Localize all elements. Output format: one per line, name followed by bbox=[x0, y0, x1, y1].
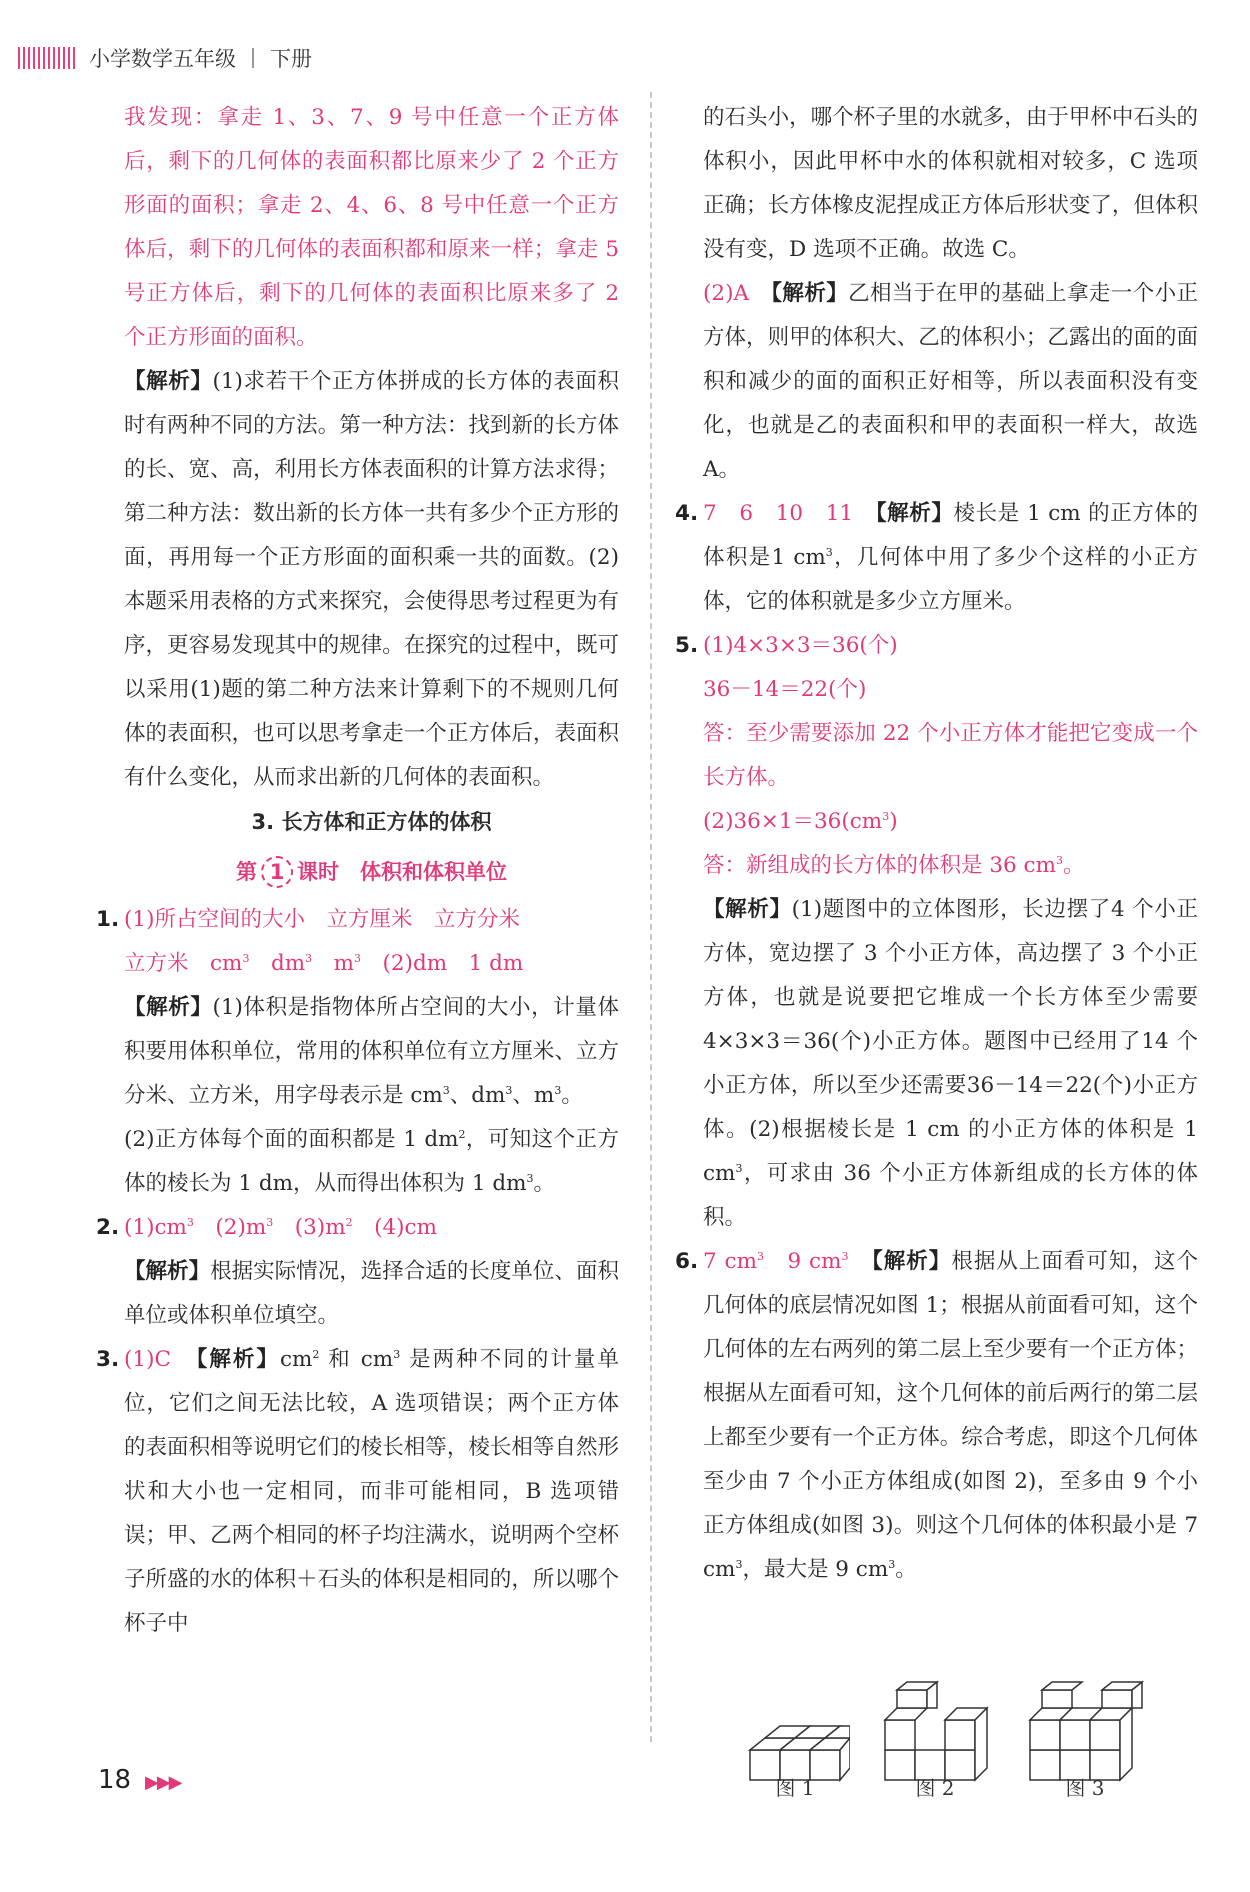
right-column bbox=[675, 96, 1198, 1592]
book-title: 小学数学五年级 bbox=[89, 47, 236, 71]
left-column bbox=[96, 96, 619, 1646]
q1-answer: 1. (1)所占空间的大小 立方厘米 立方分米 立方米 $cm^3$ $dm^3$ $m^3$ (2)dm 1 dm bbox=[124, 898, 619, 986]
q5-line3: 答：至少需要添加 22 个小正方体才能把它变成一个长方体。 bbox=[703, 721, 1198, 790]
page-arrows-icon: ▶▶▶ bbox=[145, 1772, 181, 1793]
column-divider bbox=[650, 92, 652, 1742]
q3-number: 3. bbox=[96, 1347, 120, 1372]
q5-analysis: 【解析】(1)题图中的立体图形，长边摆了4 个小正方体，宽边摆了 3 个小正方体，高边摆了 3 个小正方体，也就是说要把它堆成一个长方体至少需要4×3×3＝36(个)小正方体。题图中已经用了14 个小正方体，所以至少还需要36－14＝22(个)小正方体。(2)根据棱长是 1 cm 的小正方体的体积是 1 $cm^3$，可求由 36 个小正方体新组成的长方体的体积。 bbox=[703, 897, 1198, 1230]
q5-line4: $(2)36\times 1=36(cm^3)$ bbox=[703, 809, 898, 834]
section-title: 3. 长方体和正方体的体积 bbox=[251, 810, 492, 834]
q1-analysis-2: (2)正方体每个面的面积都是 1 $dm^2$，可知这个正方体的棱长为 1 dm，从而得出体积为 1 $dm^3$。 bbox=[124, 1127, 619, 1196]
q3-answer: 3. (1)C 【解析】$cm^2$ 和 $cm^3$ 是两种不同的计量单位，它们之间无法比较，A 选项错误；两个正方体的表面积相等说明它们的棱长相等，棱长相等自然形状和大小也一定相同，而非可能相同，B 选项错误；甲、乙两个相同的杯子均注满水，说明两个空杯子所盛的水的体积＋石头的体积是相同的，所以哪个杯子中 bbox=[124, 1338, 619, 1646]
q2-analysis: 【解析】根据实际情况，选择合适的长度单位、面积单位或体积单位填空。 bbox=[124, 1259, 619, 1328]
q5-line5: 答：新组成的长方体的体积是 36 $cm^3$。 bbox=[703, 853, 1085, 878]
lesson-number-badge: 1 bbox=[261, 856, 293, 888]
q5-answer: 5. (1)4×3×3＝36(个) bbox=[703, 624, 1198, 668]
q4-number: 4. bbox=[675, 501, 699, 526]
analysis-text: (1)求若干个正方体拼成的长方体的表面积时有两种不同的方法。第一种方法：找到新的长方体的长、宽、高，利用长方体表面积的计算方法求得；第二种方法：数出新的长方体一共有多少个正方形的面，再用每一个正方形面的面积乘一共的面数。(2)本题采用表格的方式来探究，会使得思考过程更为有序，更容易发现其中的规律。在探究的过程中，既可以采用(1)题的第二种方法来计算剩下的不规则几何体的表面积，也可以思考拿走一个正方体后，表面积有什么变化，从而求出新的几何体的表面积。 bbox=[124, 369, 619, 790]
figure-1-caption: 图 1 bbox=[775, 1776, 815, 1800]
q2-answer: 2. $(1)cm^3$ $(2)m^3$ $(3)m^2$ (4)cm bbox=[124, 1206, 619, 1250]
cube-figures bbox=[740, 1680, 1160, 1800]
discovery-text: 我发现：拿走 1、3、7、9 号中任意一个正方体后，剩下的几何体的表面积都比原来少了 2 个正方形面的面积；拿走 2、4、6、8 号中任意一个正方体后，剩下的几何体的表面积都和原来一样；拿走 5 号正方体后，剩下的几何体的表面积比原来多了 2 个正方形面的面积。 bbox=[124, 105, 619, 350]
q4-answer: 4. 7 6 10 11 【解析】棱长是 1 cm 的正方体的体积是1 $cm^3$，几何体中用了多少个这样的小正方体，它的体积就是多少立方厘米。 bbox=[703, 492, 1198, 624]
figure-2-caption: 图 2 bbox=[915, 1776, 955, 1800]
q2-number: 2. bbox=[96, 1215, 120, 1240]
q6-answer: 6. 7 $cm^3$ 9 $cm^3$ 【解析】根据从上面看可知，这个几何体的底层情况如图 1；根据从前面看可知，这个几何体的左右两列的第二层上至少要有一个正方体；根据从左面看可知，这个几何体的前后两行的第二层上都至少要有一个正方体。综合考虑，即这个几何体至少由 7 个小正方体组成(如图 2)，至多由 9 个小正方体组成(如图 3)。则这个几何体的体积最小是 7 $cm^3$，最大是 9 $cm^3$。 bbox=[703, 1240, 1198, 1592]
header-stripes bbox=[18, 47, 75, 69]
figure-3-caption: 图 3 bbox=[1065, 1776, 1105, 1800]
q1-number: 1. bbox=[96, 907, 120, 932]
analysis-tag: 【解析】 bbox=[124, 369, 213, 394]
book-volume: 下册 bbox=[270, 47, 312, 71]
q5-line2: 36－14＝22(个) bbox=[703, 677, 867, 702]
q6-number: 6. bbox=[675, 1249, 699, 1274]
q3-part2: (2)A 【解析】乙相当于在甲的基础上拿走一个小正方体，则甲的体积大、乙的体积小；乙露出的面的面积和减少的面的面积正好相等，所以表面积没有变化，也就是乙的表面积和甲的表面积一样大，故选 A。 bbox=[703, 281, 1198, 482]
analysis-paragraph bbox=[124, 360, 619, 800]
q5-number: 5. bbox=[675, 633, 699, 658]
page-number: 18 bbox=[98, 1765, 132, 1795]
q3-continued: 的石头小，哪个杯子里的水就多，由于甲杯中石头的体积小，因此甲杯中水的体积就相对较多，C 选项正确；长方体橡皮泥捏成正方体后形状变了，但体积没有变，D 选项不正确。故选 C。 bbox=[703, 105, 1198, 262]
lesson-title: 第 1 课时 体积和体积单位 bbox=[124, 850, 619, 894]
page-header bbox=[18, 38, 312, 78]
q1-analysis: 【解析】(1)体积是指物体所占空间的大小，计量体积要用体积单位，常用的体积单位有立方厘米、立方分米、立方米，用字母表示是 $cm^3$、$dm^3$、$m^3$。 bbox=[124, 995, 619, 1108]
header-separator bbox=[252, 48, 254, 68]
